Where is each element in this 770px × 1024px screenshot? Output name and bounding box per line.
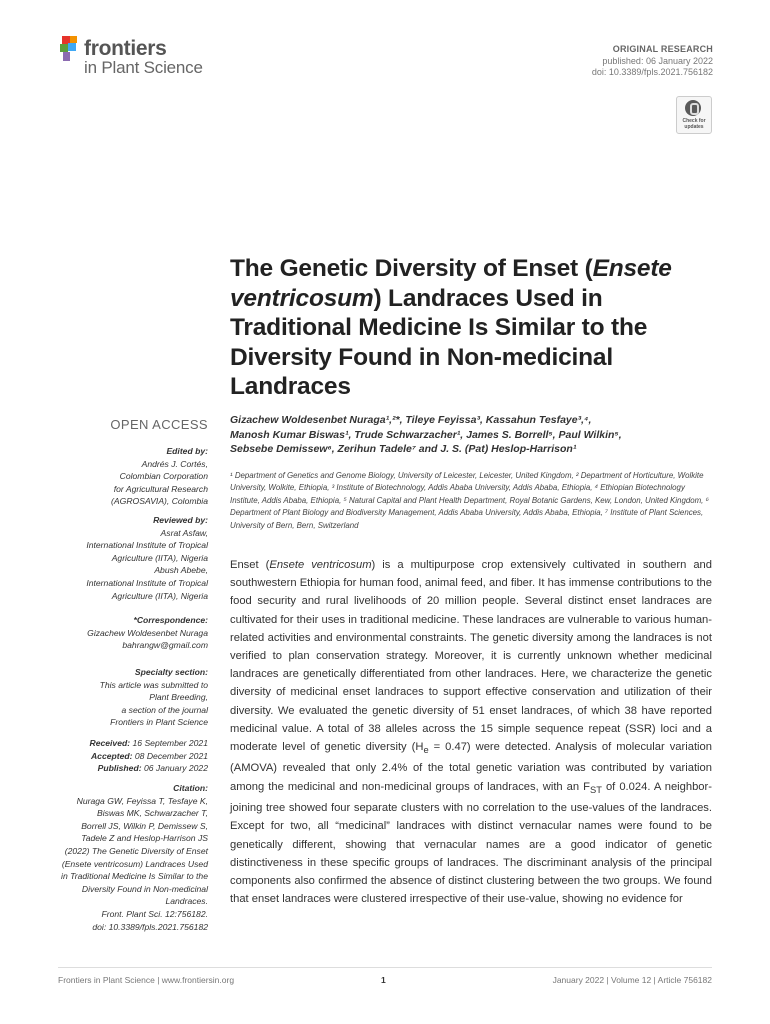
correspondence-block: [52, 614, 208, 652]
logo-wordmark: frontiers: [84, 37, 167, 60]
editor-line: Andrés J. Cortés,: [141, 458, 208, 469]
citation-line: Nuraga GW, Feyissa T, Tesfaye K,: [76, 795, 208, 806]
published-date: published: 06 January 2022: [602, 56, 713, 66]
editor-line: (AGROSAVIA), Colombia: [111, 496, 208, 507]
article-type: ORIGINAL RESEARCH: [612, 44, 713, 54]
accepted-date: Accepted: 08 December 2021: [90, 750, 208, 761]
journal-name: in Plant Science: [84, 58, 203, 77]
specialty-line: This article was submitted to: [99, 679, 208, 690]
reviewer-line: Asrat Asfaw,: [160, 527, 208, 538]
affiliations: ¹ Department of Genetics and Genome Biology, University of Leicester, Leicester, United Kingdom, ² Department of Horticulture, Wolkite University, Wolkite, Ethiopia, ³ Institute of Biotechnology, Addis Ababa University, Addis Ababa, Ethiopia, ⁴ Ethiopian Biotechnology Institute, Addis Ababa, Ethiopia, ⁵ Natural Capital and Plant Health Department, Royal Botanic Gardens, Kew, London, United Kingdom, ⁶ Department of Plant Biology and Biodiversity Management, Addis Ababa University, Addis Ababa, Ethiopia, ⁷ Institute of Plant Sciences, University of Bern, Bern, Switzerland: [230, 471, 709, 530]
reviewed-by-block: [52, 514, 208, 602]
citation-block: [52, 782, 208, 933]
specialty-section-block: [52, 666, 208, 729]
specialty-line: Frontiers in Plant Science: [110, 717, 208, 728]
citation-label: Citation:: [173, 783, 208, 793]
reviewer-line: Agriculture (IITA), Nigeria: [111, 590, 208, 601]
correspondent-name: Gizachew Woldesenbet Nuraga: [87, 627, 208, 638]
title-text-post: ) Landraces Used in Traditional Medicine Is Similar to the Diversity Found in Non-medicinal Landraces: [230, 284, 648, 400]
citation-line: (Ensete ventricosum) Landraces Used: [61, 858, 208, 869]
citation-doi-link[interactable]: doi: 10.3389/fpls.2021.756182: [92, 921, 208, 932]
title-text-pre: The Genetic Diversity of Enset (: [230, 255, 593, 282]
specialty-line: Plant Breeding,: [149, 692, 208, 703]
correspondent-email-link[interactable]: bahrangw@gmail.com: [122, 640, 208, 651]
citation-line: in Traditional Medicine Is Similar to the: [61, 871, 208, 882]
editor-line: Colombian Corporation: [119, 471, 208, 482]
citation-line: Borrell JS, Wilkin P, Demissew S,: [81, 820, 208, 831]
citation-line: Front. Plant Sci. 12:756182.: [101, 908, 208, 919]
received-date: Received: 16 September 2021: [89, 738, 208, 748]
frontiers-logo-icon: [58, 34, 84, 64]
citation-line: Diversity Found in Non-medicinal: [81, 883, 208, 894]
author-line[interactable]: Manosh Kumar Biswas¹, Trude Schwarzacher¹, James S. Borrell⁵, Paul Wilkin⁵,: [230, 428, 622, 441]
footer-journal-link[interactable]: Frontiers in Plant Science | www.frontiersin.org: [58, 975, 235, 985]
footer-divider: [58, 967, 712, 968]
reviewed-by-label: Reviewed by:: [153, 515, 208, 525]
correspondence-label: *Correspondence:: [133, 615, 208, 625]
editor-line: for Agricultural Research: [113, 483, 208, 494]
author-line[interactable]: Sebsebe Demissew⁶, Zerihun Tadele⁷ and J. S. (Pat) Heslop-Harrison¹: [230, 443, 577, 456]
check-for-updates-button[interactable]: [676, 96, 712, 134]
article-title: [230, 254, 700, 402]
open-access-label: OPEN ACCESS: [110, 417, 208, 432]
specialty-line: a section of the journal: [121, 704, 208, 715]
page-number: 1: [381, 975, 386, 985]
footer-issue-info: January 2022 | Volume 12 | Article 756182: [552, 975, 712, 985]
journal-logo[interactable]: [58, 34, 228, 80]
citation-line: (2022) The Genetic Diversity of Enset: [64, 845, 208, 856]
citation-line: Tadele Z and Heslop-Harrison JS: [81, 833, 208, 844]
citation-line: Biswas MK, Schwarzacher T,: [97, 808, 208, 819]
reviewer-line: Agriculture (IITA), Nigeria: [111, 552, 208, 563]
article-doi[interactable]: doi: 10.3389/fpls.2021.756182: [591, 67, 713, 77]
title-species-name: Ensete ventricosum: [230, 255, 672, 312]
edited-by-block: [52, 445, 208, 508]
author-list: [230, 413, 720, 457]
reviewer-line: International Institute of Tropical: [86, 577, 208, 588]
dates-block: [52, 737, 208, 775]
abstract-paragraph: Enset (Ensete ventricosum) is a multipurpose crop extensively cultivated in southern and southwestern Ethiopia for human food, animal feed, and fiber. It has immense contributions to the food security and rural livelihoods of 20 million people. Several distinct enset landraces are cultivated for their uses in traditional medicine. These landraces are vulnerable to various human-related activities and environmental constraints. The genetic diversity among the landraces is not verified to plan conservation strategy. Moreover, it is currently unknown whether medicinal landraces are genetically differentiated from other landraces. Here, we characterize the genetic diversity of medicinal enset landraces to support effective conservation and utilization of their diversity. We evaluated the genetic diversity of 51 enset landraces, of which 38 have reported medicinal value. A total of 38 alleles across the 15 simple sequence repeat (SSR) loci and a moderate level of genetic diversity $(H_e = 0.47)$ were detected. Analysis of molecular variation (AMOVA) revealed that only 2.4% of the total genetic variation was contributed by variation among the medicinal and non-medicinal groups of landraces, with an $F_{ST}$ of 0.024. A neighbor-joining tree showed four separate clusters with no correlation to the use-values of the landraces. Except for two, all “medicinal” landraces with distinct vernacular names were found to be genetically different, showing that vernacular names are a good indicator of genetic distinctiveness in these specific groups of landraces. The discriminant analysis of the principal components also confirmed the absence of distinct clustering between the two groups. We found that enset landraces were clustered irrespective of their use-value, showing no evidence for: [230, 559, 712, 906]
citation-line: Landraces.: [165, 896, 208, 907]
abstract: [230, 556, 712, 908]
author-line[interactable]: Gizachew Woldesenbet Nuraga¹,²*, Tileye Feyissa³, Kassahun Tesfaye³,⁴,: [230, 414, 592, 426]
specialty-section-label: Specialty section:: [134, 667, 208, 677]
published-date-side: Published: 06 January 2022: [97, 763, 208, 774]
check-updates-label-1: Check for: [682, 118, 706, 124]
reviewer-line: Abush Abebe,: [154, 565, 208, 576]
check-updates-icon: [685, 100, 701, 116]
edited-by-label: Edited by:: [166, 446, 208, 456]
reviewer-line: International Institute of Tropical: [86, 540, 208, 551]
check-updates-label-2: updates: [684, 124, 704, 130]
